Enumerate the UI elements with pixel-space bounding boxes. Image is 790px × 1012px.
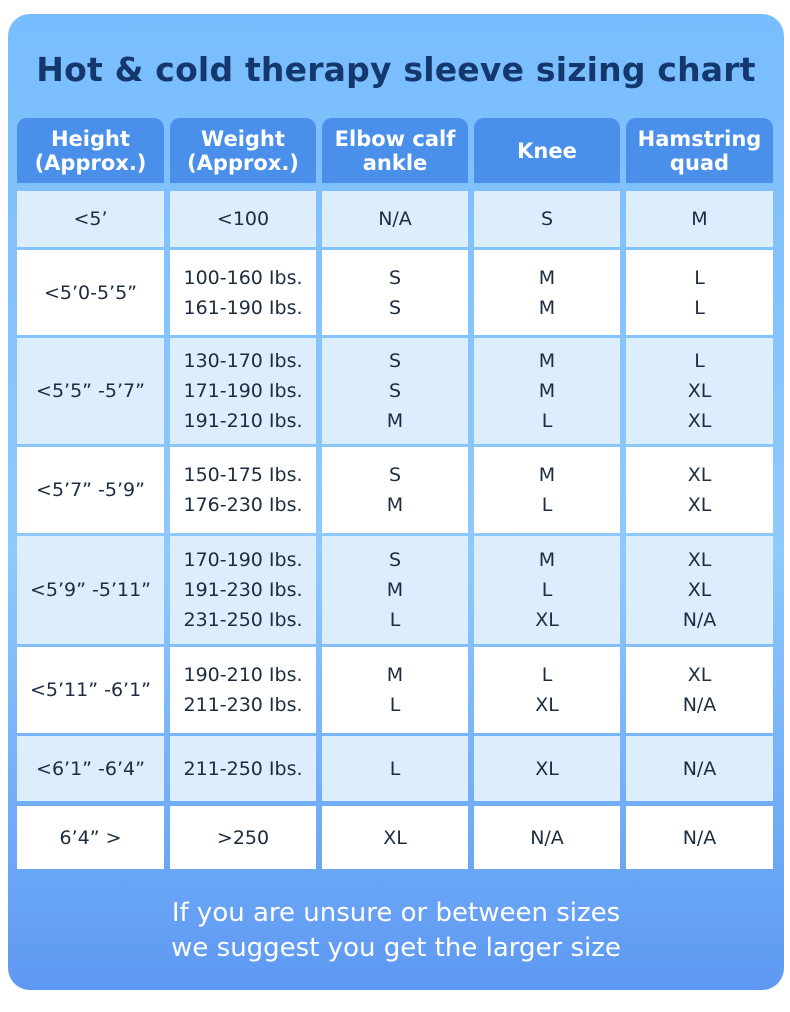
cell-value: M — [691, 208, 708, 230]
header-label: (Approx.) — [34, 150, 147, 175]
cell-value: 211-250 Ibs. — [183, 757, 303, 780]
cell-value: XL — [535, 609, 559, 631]
cell-elbow-calf-ankle — [322, 536, 468, 644]
cell-value: L — [694, 296, 705, 319]
cell-value: N/A — [530, 826, 564, 849]
cell-knee — [474, 647, 620, 733]
cell-value: L — [694, 350, 705, 372]
cell-height — [17, 447, 164, 533]
header-height — [17, 118, 164, 183]
cell-value: L — [389, 694, 401, 716]
cell-value: M — [386, 579, 404, 601]
cell-knee — [474, 250, 620, 335]
cell-hamstring-quad — [626, 191, 773, 247]
footer-line-2: we suggest you get the larger size — [171, 933, 621, 963]
cell-value: 130-170 Ibs. — [183, 350, 303, 372]
cell-value: XL — [535, 757, 559, 780]
cell-value: <100 — [216, 208, 270, 230]
cell-weight — [170, 736, 316, 801]
height-value: <5’ — [73, 208, 108, 230]
cell-hamstring-quad — [626, 647, 773, 733]
cell-value: 170-190 Ibs. — [183, 549, 303, 571]
cell-height — [17, 536, 164, 644]
header-label: Height — [50, 126, 131, 151]
cell-value: 171-190 Ibs. — [183, 380, 303, 402]
cell-weight — [170, 806, 316, 869]
cell-value: M — [386, 410, 404, 432]
cell-value: L — [541, 494, 553, 516]
cell-value: 211-230 Ibs. — [183, 694, 303, 716]
cell-elbow-calf-ankle — [322, 447, 468, 533]
footer-note — [8, 896, 784, 966]
cell-value: 176-230 Ibs. — [183, 494, 303, 516]
cell-value: S — [388, 549, 402, 571]
cell-elbow-calf-ankle — [322, 191, 468, 247]
header-label: Knee — [517, 138, 577, 163]
cell-value: L — [541, 579, 553, 601]
cell-value: M — [386, 664, 404, 686]
cell-elbow-calf-ankle — [322, 806, 468, 869]
cell-elbow-calf-ankle — [322, 338, 468, 444]
cell-value: XL — [687, 579, 712, 601]
cell-knee — [474, 191, 620, 247]
cell-value: 100-160 Ibs. — [183, 266, 303, 289]
height-value: <5’5” -5’7” — [36, 380, 145, 402]
cell-knee — [474, 736, 620, 801]
cell-value: M — [386, 494, 404, 516]
cell-value: 190-210 Ibs. — [183, 664, 303, 686]
cell-value: XL — [687, 380, 712, 402]
cell-value: 150-175 Ibs. — [183, 464, 303, 486]
header-label: Elbow calf — [334, 126, 456, 151]
cell-value: N/A — [682, 609, 717, 631]
cell-value: L — [694, 266, 705, 289]
cell-height — [17, 191, 164, 247]
height-value: <6’1” -6’4” — [36, 757, 145, 780]
header-label: Hamstring — [637, 126, 762, 151]
sizing-chart-card — [8, 14, 784, 990]
cell-weight — [170, 447, 316, 533]
cell-value: XL — [687, 664, 712, 686]
footer-line-1: If you are unsure or between sizes — [171, 898, 621, 928]
height-value: <5’0-5’5” — [43, 281, 138, 304]
chart-title: Hot & cold therapy sleeve sizing chart — [36, 50, 756, 89]
cell-value: S — [540, 208, 554, 230]
cell-hamstring-quad — [626, 250, 773, 335]
cell-value: N/A — [682, 694, 717, 716]
cell-value: L — [541, 410, 553, 432]
cell-hamstring-quad — [626, 447, 773, 533]
cell-hamstring-quad — [626, 806, 773, 869]
cell-elbow-calf-ankle — [322, 647, 468, 733]
cell-value: XL — [687, 549, 712, 571]
height-value: 6’4” > — [59, 826, 122, 849]
cell-value: M — [538, 350, 556, 372]
cell-weight — [170, 536, 316, 644]
header-knee — [474, 118, 620, 183]
cell-value: S — [388, 296, 402, 319]
cell-knee — [474, 338, 620, 444]
cell-value: S — [388, 266, 402, 289]
cell-value: N/A — [682, 757, 717, 780]
cell-height — [17, 338, 164, 444]
cell-weight — [170, 191, 316, 247]
cell-value: M — [538, 464, 556, 486]
cell-value: L — [389, 609, 401, 631]
height-value: <5’9” -5’11” — [29, 579, 152, 601]
cell-knee — [474, 447, 620, 533]
cell-hamstring-quad — [626, 536, 773, 644]
cell-value: M — [538, 266, 556, 289]
cell-elbow-calf-ankle — [322, 250, 468, 335]
cell-knee — [474, 806, 620, 869]
cell-hamstring-quad — [626, 736, 773, 801]
cell-value: M — [538, 549, 556, 571]
cell-height — [17, 736, 164, 801]
header-label: (Approx.) — [187, 150, 299, 175]
height-value: <5’11” -6’1” — [29, 679, 152, 701]
cell-value: L — [541, 664, 553, 686]
cell-value: XL — [687, 410, 712, 432]
cell-value: S — [388, 380, 402, 402]
cell-knee — [474, 536, 620, 644]
cell-value: S — [388, 464, 402, 486]
cell-height — [17, 647, 164, 733]
cell-elbow-calf-ankle — [322, 736, 468, 801]
cell-value: M — [538, 380, 556, 402]
cell-value: 191-230 Ibs. — [183, 579, 303, 601]
cell-value: S — [388, 350, 402, 372]
header-hamstring-quad — [626, 118, 773, 183]
cell-value: M — [538, 296, 556, 319]
cell-weight — [170, 338, 316, 444]
cell-value: 191-210 Ibs. — [183, 410, 303, 432]
header-weight — [170, 118, 316, 183]
cell-value: XL — [687, 464, 712, 486]
cell-hamstring-quad — [626, 338, 773, 444]
cell-height — [17, 250, 164, 335]
cell-value: XL — [687, 494, 712, 516]
cell-weight — [170, 647, 316, 733]
cell-height — [17, 806, 164, 869]
header-label: quad — [669, 150, 730, 175]
header-label: Weight — [201, 126, 285, 151]
header-label: ankle — [362, 150, 428, 175]
cell-weight — [170, 250, 316, 335]
cell-value: XL — [535, 694, 559, 716]
cell-value: N/A — [378, 208, 412, 230]
cell-value: 231-250 Ibs. — [183, 609, 303, 631]
cell-value: 161-190 Ibs. — [183, 296, 303, 319]
header-elbow-calf-ankle — [322, 118, 468, 183]
cell-value: >250 — [216, 826, 270, 849]
cell-value: N/A — [682, 826, 717, 849]
cell-value: L — [389, 757, 401, 780]
height-value: <5’7” -5’9” — [36, 479, 145, 501]
cell-value: XL — [383, 826, 407, 849]
